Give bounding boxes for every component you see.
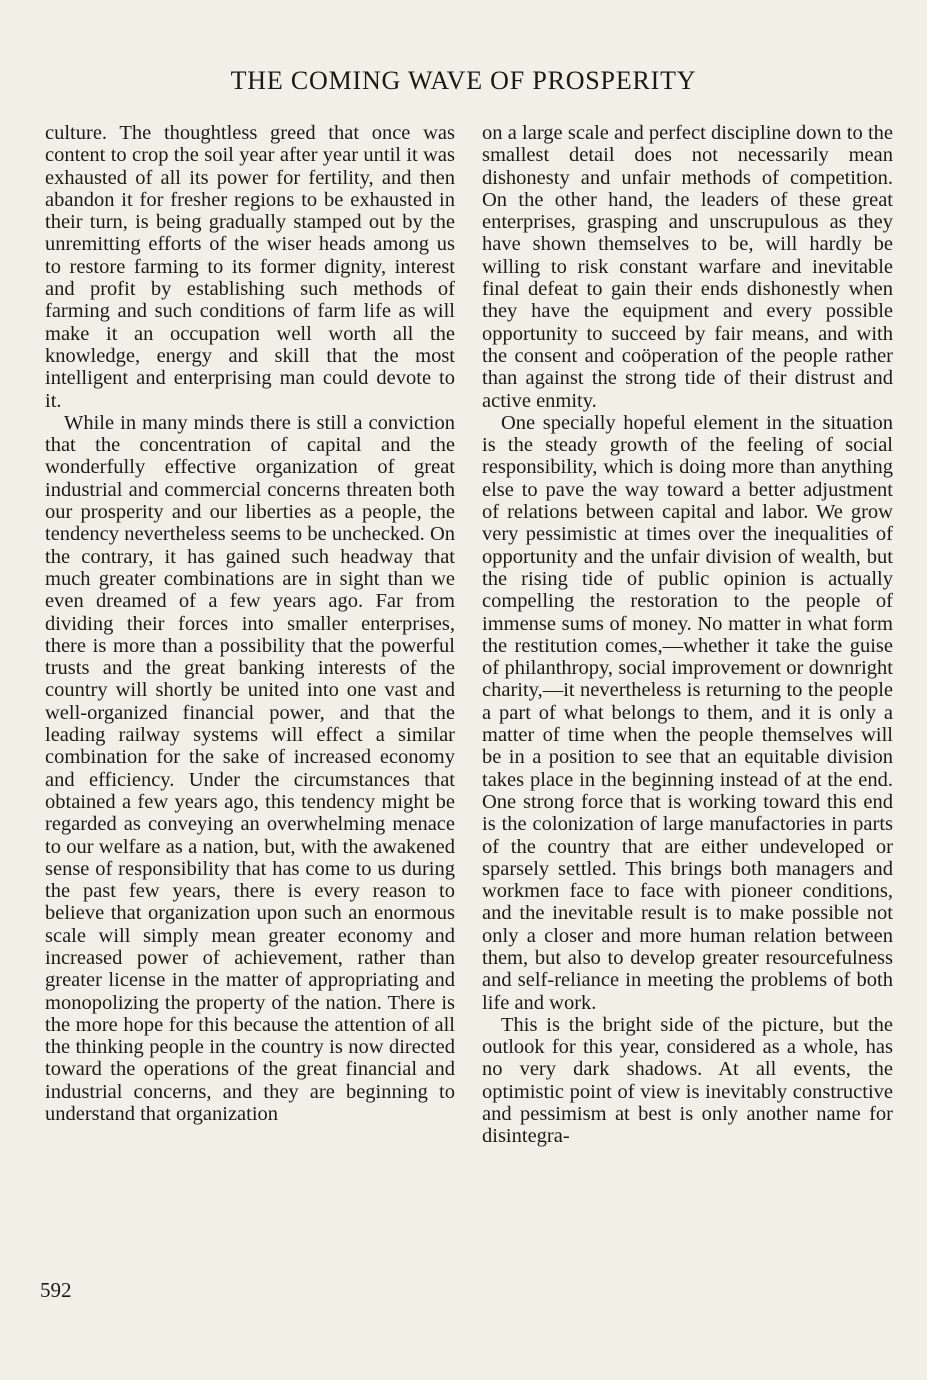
page-number: 592 bbox=[40, 1278, 72, 1302]
paragraph: culture. The thoughtless greed that once was content to crop the soil year after year until it was exhausted of all its power for fertility, and then abandon it for fresher regions to be exhausted in their turn, is being gradually stamped out by the unremitting efforts of the wiser heads among us to restore farming to its former dignity, interest and profit by establishing such methods of farming and such conditions of farm life as will make it an occupation well worth all the knowledge, energy and skill that the most intelligent and enterprising man could devote to it. bbox=[45, 122, 455, 412]
paragraph: on a large scale and perfect discipline down to the smallest detail does not necessarily mean dishonesty and unfair methods of competition. On the other hand, the leaders of these great enterprises, grasping and unscrupulous as they have shown themselves to be, will hardly be willing to risk constant warfare and inevitable final defeat to gain their ends dishonestly when they have the equipment and every possible opportunity to succeed by fair means, and with the consent and coöperation of the people rather than against the strong tide of their distrust and active enmity. bbox=[482, 122, 893, 412]
left-column bbox=[45, 122, 455, 1125]
paragraph: While in many minds there is still a conviction that the concentration of capital and the wonderfully effective organization of great industrial and commercial concerns threaten both our prosperity and our liberties as a people, the tendency nevertheless seems to be unchecked. On the contrary, it has gained such headway that much greater combinations are in sight than we even dreamed of a few years ago. Far from dividing their forces into smaller enterprises, there is more than a possibility that the powerful trusts and the great banking interests of the country will shortly be united into one vast and well-organized financial power, and that the leading railway systems will effect a similar combination for the sake of increased economy and efficiency. Under the circumstances that obtained a few years ago, this tendency might be regarded as conveying an overwhelming menace to our welfare as a nation, but, with the awakened sense of responsibility that has come to us during the past few years, there is every reason to believe that organization upon such an enormous scale will simply mean greater economy and increased power of achievement, rather than greater license in the matter of appropriating and monopolizing the property of the nation. There is the more hope for this because the attention of all the thinking people in the country is now directed toward the operations of the great financial and industrial concerns, and they are beginning to understand that organization bbox=[45, 411, 455, 1126]
page-title: THE COMING WAVE OF PROSPERITY bbox=[230, 66, 697, 95]
right-column bbox=[482, 122, 893, 1148]
paragraph: This is the bright side of the picture, but the outlook for this year, considered as a whole, has no very dark shadows. At all events, the optimistic point of view is inevitably constructive and pessimism at best is only another name for disintegra- bbox=[482, 1013, 893, 1148]
paragraph: One specially hopeful element in the situation is the steady growth of the feeling of social responsibility, which is doing more than anything else to pave the way toward a better adjustment of relations between capital and labor. We grow very pessimistic at times over the inequalities of opportunity and the unfair division of wealth, but the rising tide of public opinion is actually compelling the restoration to the people of immense sums of money. No matter in what form the restitution comes,—whether it take the guise of philanthropy, social improvement or downright charity,—it nevertheless is returning to the people a part of what belongs to them, and it is only a matter of time when the people themselves will be in a position to see that an equitable division takes place in the beginning instead of at the end. One strong force that is working toward this end is the colonization of large manufactories in parts of the country that are either undeveloped or sparsely settled. This brings both managers and workmen face to face with pioneer conditions, and the inevitable result is to make possible not only a closer and more human relation between them, but also to develop greater resourcefulness and self-reliance in meeting the problems of both life and work. bbox=[482, 411, 893, 1014]
